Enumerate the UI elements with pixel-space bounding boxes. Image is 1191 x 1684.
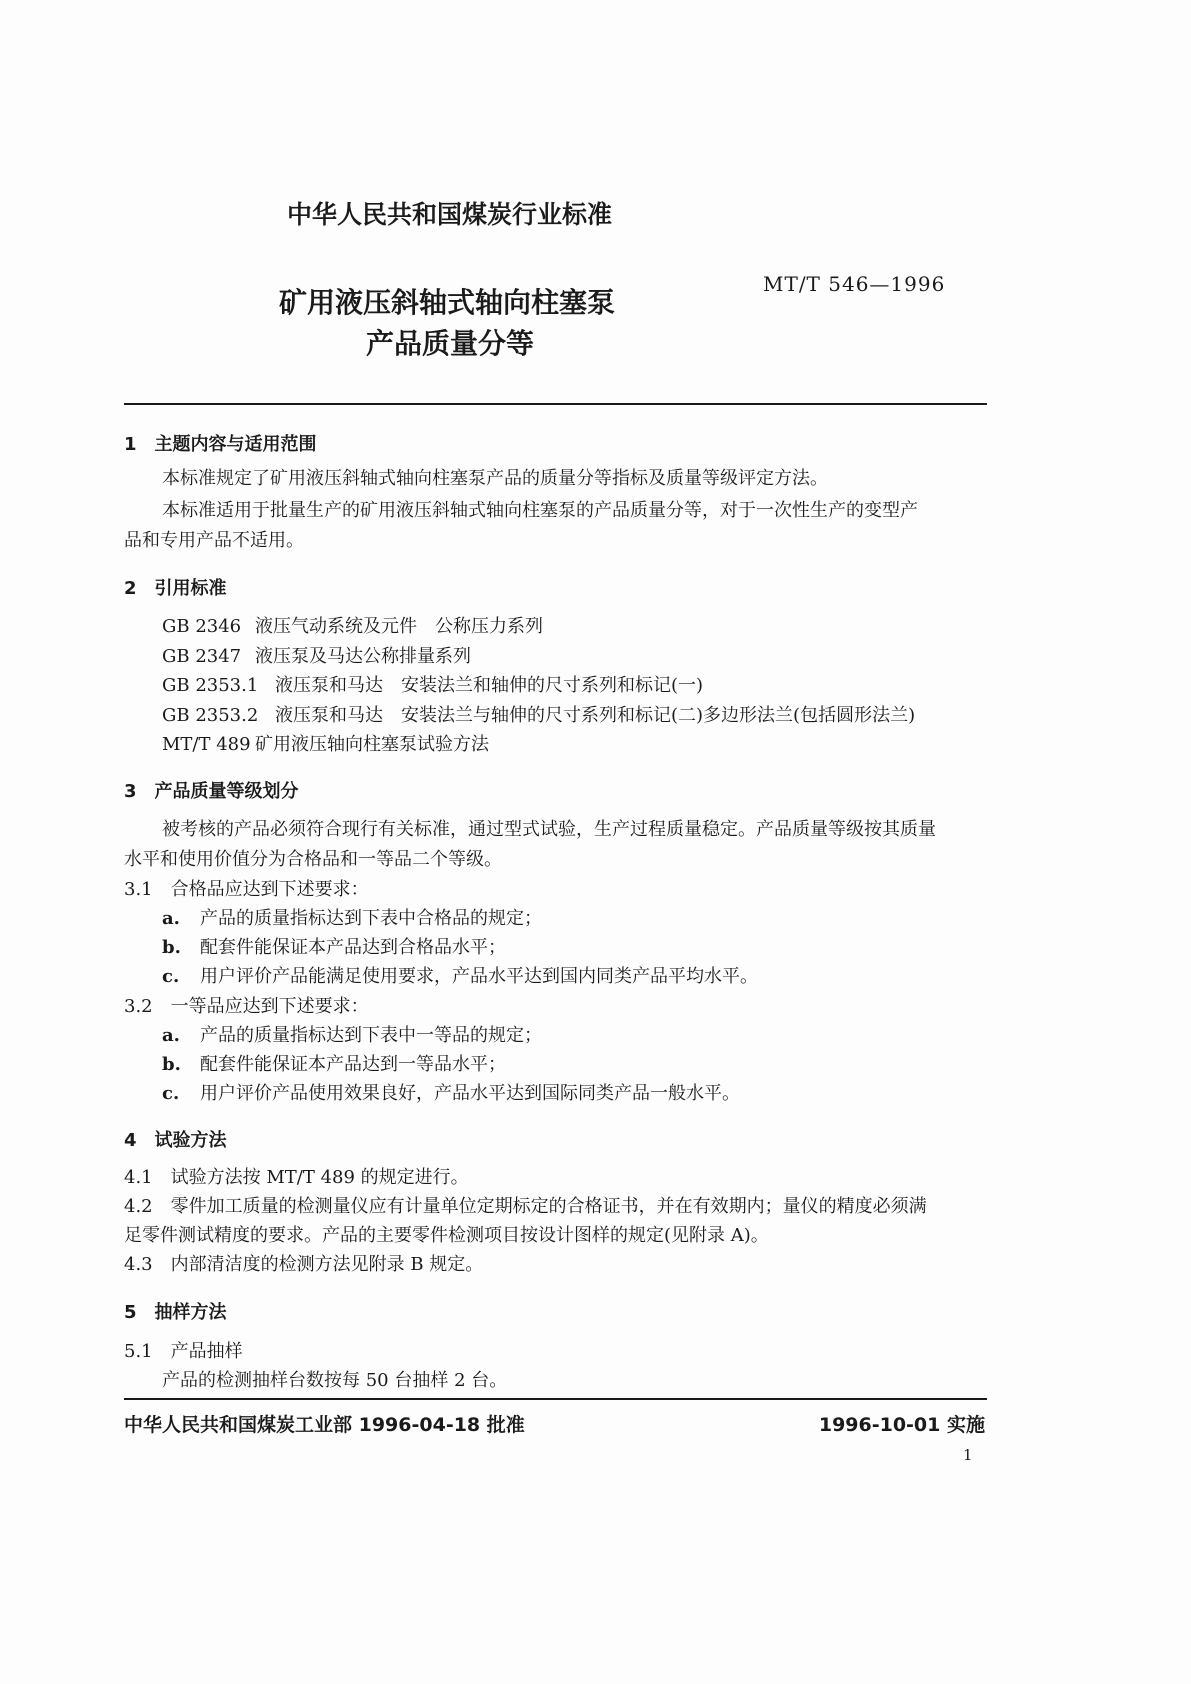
list-item-mark: c. [162, 1083, 180, 1104]
clause-4-2-line2: 足零件测试精度的要求。产品的主要零件检测项目按设计图样的规定(见附录 A)。 [124, 1225, 769, 1246]
industry-standard-heading: 中华人民共和国煤炭行业标准 [287, 200, 613, 229]
reference-code: GB 2347 [162, 646, 242, 667]
reference-item [162, 704, 915, 728]
standard-number: MT/T 546—1996 [763, 272, 946, 296]
reference-code: GB 2346 [162, 616, 242, 637]
list-item-text: 配套件能保证本产品达到合格品水平； [200, 937, 506, 958]
section-4-heading: 4 试验方法 [124, 1130, 227, 1151]
clause-4-3: 4.3 内部清洁度的检测方法见附录 B 规定。 [124, 1254, 484, 1275]
list-item-text: 用户评价产品能满足使用要求，产品水平达到国内同类产品平均水平。 [200, 966, 758, 987]
section-3-heading: 3 产品质量等级划分 [124, 781, 299, 802]
list-item-mark: c. [162, 966, 180, 987]
document-title-line1: 矿用液压斜轴式轴向柱塞泵 [279, 286, 616, 319]
list-item [162, 1082, 740, 1106]
approval-statement: 中华人民共和国煤炭工业部 1996-04-18 批准 [124, 1414, 525, 1436]
reference-item [162, 674, 703, 698]
clause-3-1: 3.1 合格品应达到下述要求： [124, 879, 369, 900]
clause-4-1: 4.1 试验方法按 MT/T 489 的规定进行。 [124, 1167, 469, 1188]
list-item-text: 产品的质量指标达到下表中合格品的规定； [200, 908, 542, 929]
list-item [162, 1024, 542, 1048]
implementation-date: 1996-10-01 实施 [818, 1414, 985, 1436]
reference-code: GB 2353.2 [162, 705, 259, 726]
clause-3-2: 3.2 一等品应达到下述要求： [124, 996, 369, 1017]
section-5-heading: 5 抽样方法 [124, 1302, 227, 1323]
section-1-paragraph-2-line2: 品和专用产品不适用。 [124, 530, 304, 551]
list-item-mark: b. [162, 1054, 181, 1075]
list-item-mark: b. [162, 937, 181, 958]
clause-4-2-line1: 4.2 零件加工质量的检测量仪应有计量单位定期标定的合格证书，并在有效期内；量仪的精度必须满 [124, 1196, 927, 1217]
reference-item [162, 645, 471, 669]
clause-5-1-text: 产品的检测抽样台数按每 50 台抽样 2 台。 [162, 1370, 508, 1391]
reference-title: 液压气动系统及元件 公称压力系列 [255, 616, 543, 637]
section-2-heading: 2 引用标准 [124, 578, 227, 599]
list-item [162, 1053, 506, 1077]
section-3-paragraph-line1: 被考核的产品必须符合现行有关标准，通过型式试验，生产过程质量稳定。产品质量等级按其质量 [162, 819, 936, 840]
section-1-heading: 1 主题内容与适用范围 [124, 434, 317, 455]
reference-code: GB 2353.1 [162, 675, 259, 696]
section-3-paragraph-line2: 水平和使用价值分为合格品和一等品二个等级。 [124, 849, 502, 870]
reference-title: 矿用液压轴向柱塞泵试验方法 [255, 734, 489, 755]
document-title-line2: 产品质量分等 [366, 327, 535, 360]
reference-title: 液压泵及马达公称排量系列 [255, 646, 471, 667]
reference-item [162, 733, 489, 757]
list-item-text: 产品的质量指标达到下表中一等品的规定； [200, 1025, 542, 1046]
list-item-mark: a. [162, 1025, 180, 1046]
footer-divider [124, 1398, 987, 1400]
list-item [162, 965, 758, 989]
reference-title: 液压泵和马达 安装法兰和轴伸的尺寸系列和标记(一) [275, 675, 704, 696]
list-item [162, 907, 542, 931]
list-item [162, 936, 506, 960]
clause-5-1: 5.1 产品抽样 [124, 1341, 243, 1362]
list-item-text: 用户评价产品使用效果良好，产品水平达到国际同类产品一般水平。 [200, 1083, 740, 1104]
page-number: 1 [963, 1446, 973, 1464]
reference-item [162, 615, 543, 639]
section-1-paragraph-2-line1: 本标准适用于批量生产的矿用液压斜轴式轴向柱塞泵的产品质量分等，对于一次性生产的变型产 [162, 500, 918, 521]
list-item-text: 配套件能保证本产品达到一等品水平； [200, 1054, 506, 1075]
header-divider [124, 403, 987, 405]
reference-title: 液压泵和马达 安装法兰与轴伸的尺寸系列和标记(二)多边形法兰(包括圆形法兰) [275, 705, 916, 726]
reference-code: MT/T 489 [162, 734, 251, 755]
section-1-paragraph-1: 本标准规定了矿用液压斜轴式轴向柱塞泵产品的质量分等指标及质量等级评定方法。 [162, 468, 828, 489]
list-item-mark: a. [162, 908, 180, 929]
